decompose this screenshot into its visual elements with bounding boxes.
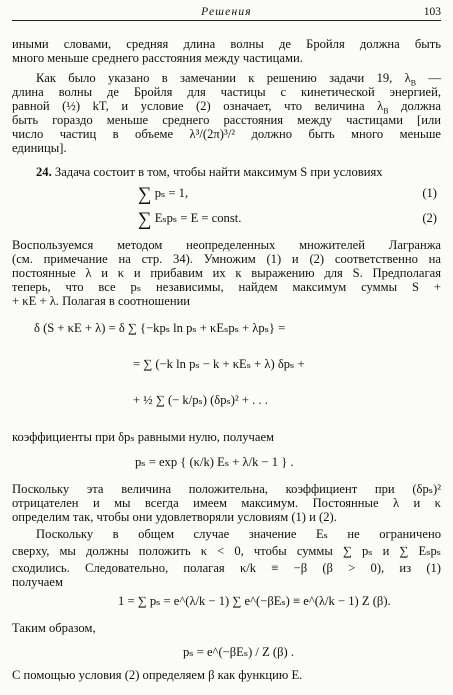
running-title: Решения [201, 6, 252, 18]
text-line: (см. примечание на стр. 34). Умножим (1) и (2) соответственно на [12, 252, 441, 266]
text-line: единицы]. [12, 141, 67, 155]
final-distribution-eq: pₛ = e^(−βEₛ) / Z (β) . [183, 645, 295, 659]
text-line: теперь, что все pₛ независимы, найдем максимум суммы S + [12, 280, 441, 294]
lagrange-eq-1: δ (S + κE + λ) = δ ∑ {−kpₛ ln pₛ + κEₛpₛ + λpₛ} = [34, 321, 286, 335]
text-line: постоянные λ и κ и прибавим их к выражению для S. Предполагая [12, 266, 441, 280]
text-line: Таким образом, [12, 621, 96, 635]
page-number: 103 [423, 6, 441, 18]
text-line: получаем [12, 575, 63, 589]
normalization-eq: 1 = ∑ pₛ = e^(λ/k − 1) ∑ e^(−βEₛ) ≡ e^(λ/k − 1) Z (β). [118, 594, 391, 608]
text-line: коэффициенты при δpₛ равными нулю, получаем [12, 430, 275, 444]
text-line: сходились. Следовательно, полагая κ/k ≡ −β (β > 0), из (1) [12, 561, 441, 575]
text-line: Поскольку в общем случае значение Eₛ не ограничено [36, 527, 441, 541]
problem-number: 24. [36, 165, 52, 179]
equation-number: (1) [422, 186, 437, 200]
text-line: отрицателен и мы всегда имеем максимум. Постоянные λ и κ [12, 496, 441, 510]
equation-1: ∑ pₛ = 1, [138, 184, 189, 205]
text-line: Как было указано в замечании к решению задачи 19, $\lambda_B$ — [36, 71, 441, 88]
text-line: иными словами, средняя длина волны де Бройля должна быть [12, 37, 441, 51]
equation-number: (2) [422, 211, 437, 225]
lagrange-eq-3: + ½ ∑ (− k/pₛ) (δpₛ)² + . . . [133, 393, 268, 407]
lagrange-eq-2: = ∑ (−k ln pₛ − k + κEₛ + λ) δpₛ + [133, 357, 305, 371]
text-line: Воспользуемся методом неопределенных множителей Лагранжа [12, 238, 441, 252]
page-header [12, 6, 441, 21]
text-line: сверху, мы должны положить κ < 0, чтобы суммы ∑ pₛ и ∑ Eₛpₛ [12, 544, 441, 558]
text-line: + κE + λ. Полагая в соотношении [12, 294, 191, 308]
probability-eq: pₛ = exp { (κ/k) Eₛ + λ/k − 1 } . [135, 455, 294, 469]
equation-2: ∑ Eₛpₛ = E = const. [138, 209, 242, 230]
text-line: определим так, чтобы они удовлетворяли условиям (1) и (2). [12, 510, 337, 524]
text-line: Поскольку эта величина положительна, коэффициент при (δpₛ)² [12, 482, 441, 496]
text-line: равной (½) kT, и условие (2) означает, что величина $\lambda_B$ должна [12, 99, 441, 116]
text-line: С помощью условия (2) определяем β как функцию E. [12, 668, 303, 682]
text-line: длина волны де Бройля для частицы с кинетической энергией, [12, 85, 441, 99]
problem-statement: 24. Задача состоит в том, чтобы найти максимум S при условиях [36, 165, 383, 179]
text-line: быть гораздо меньше среднего расстояния между частицами [или [12, 113, 441, 127]
text-line: число частиц в объеме λ³/(2π)³/² должно быть много меньше [12, 127, 441, 141]
text-line: много меньше среднего расстояния между частицами. [12, 51, 303, 65]
